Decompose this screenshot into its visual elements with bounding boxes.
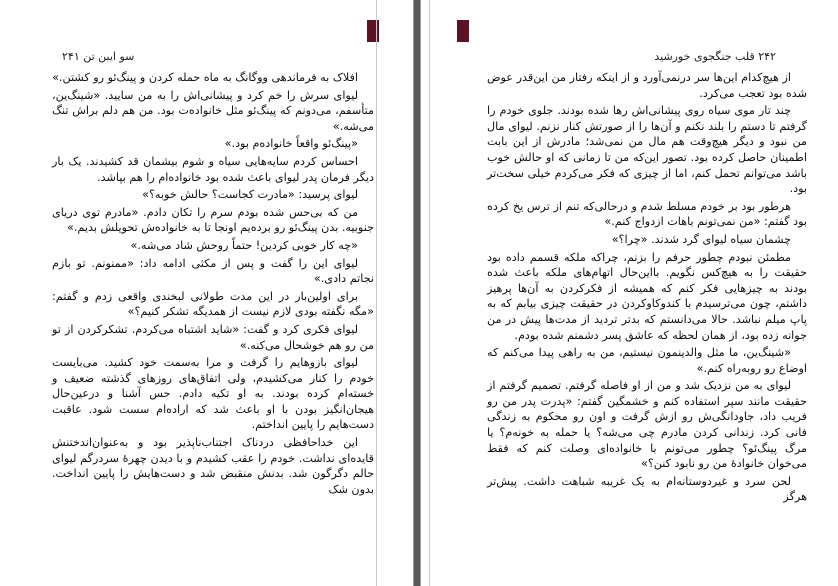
bookmark-tab bbox=[367, 20, 379, 42]
left-page bbox=[0, 0, 414, 586]
paragraph: افلاک به فرماندهی ووگانگ به ماه حمله کردن و پینگ‌ئو رو کشتن.» bbox=[52, 71, 358, 84]
paragraph: چشمان سیاه لیوای گرد شدند. «چرا؟» bbox=[611, 232, 791, 246]
paragraph: لیوای به من نزدیک شد و من از او فاصله گرفتم. تصمیم گرفتم از حقیقت مانند سپر استفاده کنم و خشمگین گفتم: «پدرت پدر من رو فریب داد، جاودانگی‌ش رو ازش گرفت و اون رو محکوم به زندگی فانی کرد. زندانی کردن مادرم چی می‌شه؟ یا حمله به خونه‌م؟ یا مرگ پینگ‌ئو؟ چطور می‌تونم با خانواده‌ای وصلت کنم که فقط می‌خوان خانوادهٔ من رو نابود کنن؟» bbox=[487, 379, 807, 471]
paragraph: از هیچ‌کدام این‌ها سر درنمی‌آورد و از اینکه رفتار من این‌قدر عوض شده بود تعجب می‌کرد. bbox=[487, 71, 807, 100]
paragraph: چند تار موی سیاه روی پیشانی‌اش رها شده بودند. جلوی خودم را گرفتم تا دستم را بلند نکنم و آن‌ها را از صورتش کنار نزنم. لیوای مال من نبود و دیگر هیچ‌وقت هم مال من نمی‌شد؛ مادرش از این بابت اطمینان حاصل کرده بود. تصور این‌که من تا زمانی که او حالش خوب باشد می‌توانم تحمل کنم، اما از چیزی که فکر می‌کردم خیلی سخت‌تر بود. bbox=[487, 104, 807, 196]
paragraph: لیوای فکری کرد و گفت: «شاید اشتباه می‌کردم. تشکرکردن از تو من رو هم خوشحال می‌کنه.» bbox=[52, 322, 374, 352]
paragraph: «شینگ‌ین، ما مثل والدینمون نیستیم، من به راهی پیدا می‌کنم که اوضاع رو روبه‌راه کنم.» bbox=[487, 346, 807, 375]
paragraph: من که بی‌حس شده بودم سرم را تکان دادم. «مادرم توی دریای جنوبیه. بدن پینگ‌ئو رو برده‌یم اونجا تا به خانواده‌ش تحویلش بدیم.» bbox=[52, 205, 374, 235]
paragraph: مطمئن نبودم چطور حرفم را بزنم، چراکه ملکه قسمم داده بود حقیقت را به هیچ‌کس نگویم. بااین‌حال اتهام‌های ملکه باعث شده بودند به چیزهایی فکر کنم که همیشه از فکرکردن به آن‌ها پرهیز داشتم، چون می‌ترسیدم با کندوکاوکردن در حقیقت چیزی بیابم که به پاپ میلم نباشد. حالا می‌دانستم که بدتر تردید از مدت‌ها پیش در من جوانه زده بود، از همان لحظه که عاشق پسر دشمنم شده بودم. bbox=[487, 250, 807, 342]
right-page bbox=[420, 0, 838, 586]
paragraph: برای اولین‌بار در این مدت طولانی لبخندی واقعی زدم و گفتم: «مگه نگفته بودی لازم نیست از همدیگه تشکر کنیم؟» bbox=[52, 289, 374, 319]
page-header: ۲۴۲ قلب جنگجوی خورشید bbox=[654, 50, 776, 63]
page-header: سو ایبن تن ۲۴۱ bbox=[62, 50, 135, 63]
paragraph: «پینگ‌ئو واقعاً خانواده‌م بود.» bbox=[224, 137, 358, 151]
paragraph: «چه کار خوبی کردین! حتماً روحش شاد می‌شه.» bbox=[130, 238, 358, 252]
paragraph: لیوای بازوهایم را گرفت و مرا به‌سمت خود کشید. می‌بایست خودم را کنار می‌کشیدم، ولی اتفاق‌های روزهای گذشته ضعیف و خسته‌ام کرده بودند. به او تکیه دادم. حس آشنا و درعین‌حال هیجان‌انگیز بودن با او باعث شد که اراده‌ام سست شود. عاقبت دست‌هایم را پایین انداختم. bbox=[52, 356, 374, 432]
paragraph: لحن سرد و غیردوستانه‌ام به یک غریبه شباهت داشت. پیش‌تر هرگز bbox=[487, 474, 807, 504]
paragraph: لیوای سرش را خم کرد و پیشانی‌اش را به من سایید. «شینگ‌ین، متأسفم، می‌دونم که پینگ‌ئو مثل خانواده‌ت بود. من هم دلم براش تنگ می‌شه.» bbox=[52, 88, 374, 133]
gutter-divider bbox=[429, 0, 430, 586]
paragraph: لیوای این را گفت و پس از مکثی ادامه داد: «ممنونم. تو بازم نجاتم دادی.» bbox=[52, 256, 374, 286]
paragraph: این خداحافظی دردناک اجتناب‌ناپذیر بود و به‌عنوان‌اندختنش قایده‌ای نداشت. خودم را عقب کشیدم و با دیدن چهرهٔ سردرگم لیوای حالم دگرگون شد. بدنش منقبض شد و دست‌هایش را پایین انداخت. بدون شک bbox=[52, 436, 374, 496]
paragraph: احساس کردم سایه‌هایی سیاه و شوم بیشمان قد کشیدند. یک بار دیگر فرمان پدر لیوای باعث شده بود خانواده‌ام را هم بپاشد. bbox=[52, 154, 374, 184]
paragraph: هرطور بود بر خودم مسلط شدم و درحالی‌که تنم از ترس یخ کرده بود گفتم: «من نمی‌تونم باهات ازدواج کنم.» bbox=[487, 199, 807, 229]
page-body bbox=[487, 70, 807, 507]
gutter-divider bbox=[376, 0, 377, 586]
paragraph: لیوای پرسید: «مادرت کجاست؟ حالش خوبه؟» bbox=[142, 188, 358, 202]
bookmark-tab bbox=[457, 20, 469, 42]
page-body bbox=[52, 70, 374, 499]
